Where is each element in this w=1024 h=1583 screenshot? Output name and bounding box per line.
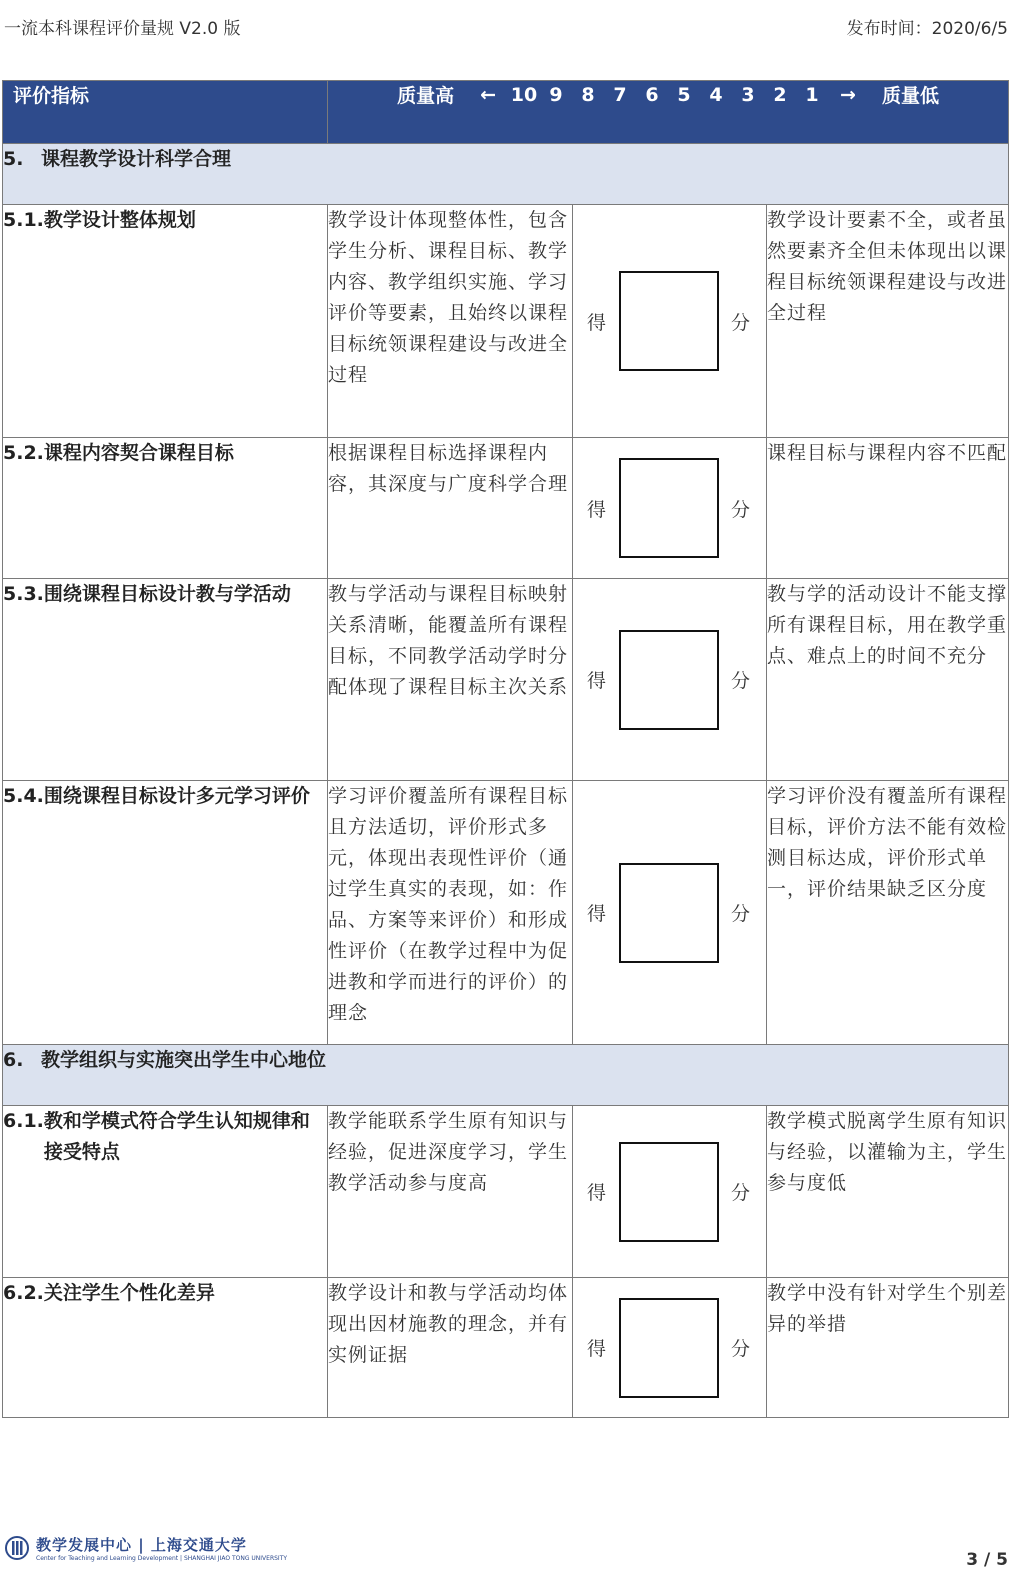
score-input-box[interactable] <box>619 863 719 963</box>
logo-english-text: Center for Teaching and Learning Development | SHANGHAI JIAO TONG UNIVERSITY <box>36 1555 288 1562</box>
section-row <box>3 1045 1009 1106</box>
header-scale <box>328 81 1009 144</box>
low-quality-description: 教与学的活动设计不能支撑所有课程目标，用在教学重点、难点上的时间不充分 <box>767 579 1009 781</box>
low-quality-description: 教学中没有针对学生个别差异的举措 <box>767 1278 1009 1418</box>
indicator-title: 围绕课程目标设计多元学习评价 <box>43 785 310 807</box>
indicator-title: 课程内容契合课程目标 <box>43 442 234 464</box>
table-row <box>3 438 1009 579</box>
indicator-title: 关注学生个性化差异 <box>43 1282 215 1304</box>
indicator-title: 教和学模式符合学生认知规律和接受特点 <box>43 1110 310 1163</box>
score-label-fen: 分 <box>730 311 750 334</box>
indicator-number: 6.2. <box>3 1282 44 1304</box>
indicator-title: 围绕课程目标设计教与学活动 <box>43 583 291 605</box>
left-arrow-icon: ← <box>480 83 497 106</box>
score-label-de: 得 <box>587 670 607 692</box>
score-input-box[interactable] <box>619 1298 719 1398</box>
score-label-de: 得 <box>587 903 607 925</box>
low-quality-description: 教学模式脱离学生原有知识与经验，以灌输为主，学生参与度低 <box>767 1106 1009 1278</box>
scale-value: 5 <box>677 83 691 106</box>
high-quality-description: 根据课程目标选择课程内容，其深度与广度科学合理 <box>328 438 573 579</box>
high-quality-description: 教学设计和教与学活动均体现出因材施教的理念，并有实例证据 <box>328 1278 573 1418</box>
indicator-number: 5.2. <box>3 442 44 464</box>
indicator-number: 5.1. <box>3 209 44 231</box>
publish-date: 发布时间：2020/6/5 <box>846 19 1008 39</box>
section-title: 课程教学设计科学合理 <box>41 148 232 170</box>
document-title: 一流本科课程评价量规 V2.0 版 <box>4 19 241 39</box>
low-quality-description: 学习评价没有覆盖所有课程目标，评价方法不能有效检测目标达成，评价形式单一，评价结果缺乏区分度 <box>767 781 1009 1045</box>
score-input-box[interactable] <box>619 458 719 558</box>
score-label-de: 得 <box>587 498 607 521</box>
section-row <box>3 144 1009 205</box>
indicator-number: 5.3. <box>3 583 44 605</box>
score-label-fen: 分 <box>730 903 750 925</box>
right-arrow-icon: → <box>840 83 856 106</box>
score-input-box[interactable] <box>619 1142 719 1242</box>
indicator-title: 教学设计整体规划 <box>43 209 196 231</box>
footer-logo <box>4 1534 287 1562</box>
quality-high-label: 质量高 <box>397 85 455 107</box>
indicator-number: 5.4. <box>3 785 44 807</box>
header-indicator: 评价指标 <box>3 81 328 144</box>
section-number: 6. <box>3 1049 24 1071</box>
logo-chinese-text: 教学发展中心 | 上海交通大学 <box>36 1536 247 1554</box>
low-quality-description: 课程目标与课程内容不匹配 <box>767 438 1009 579</box>
scale-value: 4 <box>709 83 723 106</box>
score-input-box[interactable] <box>619 630 719 730</box>
scale-value: 10 <box>510 83 538 106</box>
scale-value: 8 <box>581 83 595 106</box>
indicator-number: 6.1. <box>3 1110 44 1132</box>
scale-value: 1 <box>805 83 819 106</box>
table-row <box>3 579 1009 781</box>
table-row <box>3 781 1009 1045</box>
table-row <box>3 1278 1009 1418</box>
high-quality-description: 教学能联系学生原有知识与经验，促进深度学习，学生教学活动参与度高 <box>328 1106 573 1278</box>
table-header <box>3 81 1009 144</box>
scale-value: 6 <box>645 83 659 106</box>
section-number: 5. <box>3 148 24 170</box>
scale-value: 3 <box>741 83 755 106</box>
scale-value: 2 <box>773 83 787 106</box>
ctld-logo-icon <box>4 1535 30 1561</box>
table-row <box>3 1106 1009 1278</box>
table-row <box>3 205 1009 438</box>
score-input-box[interactable] <box>619 271 719 371</box>
score-label-fen: 分 <box>730 1338 750 1360</box>
score-label-fen: 分 <box>730 1182 750 1204</box>
score-label-fen: 分 <box>730 670 750 692</box>
quality-low-label: 质量低 <box>881 85 939 107</box>
high-quality-description: 教与学活动与课程目标映射关系清晰，能覆盖所有课程目标，不同教学活动学时分配体现了课程目标主次关系 <box>328 579 573 781</box>
scale-value: 7 <box>613 83 627 106</box>
score-label-de: 得 <box>587 1182 607 1204</box>
page-number: 3 / 5 <box>966 1550 1008 1570</box>
high-quality-description: 学习评价覆盖所有课程目标且方法适切，评价形式多元，体现出表现性评价（通过学生真实的表现，如：作品、方案等来评价）和形成性评价（在教学过程中为促进教和学而进行的评价）的理念 <box>328 781 573 1045</box>
section-title: 教学组织与实施突出学生中心地位 <box>41 1049 327 1071</box>
rubric-table <box>2 80 1009 1418</box>
score-label-de: 得 <box>587 1338 607 1360</box>
score-label-de: 得 <box>587 311 607 334</box>
score-label-fen: 分 <box>730 498 750 521</box>
low-quality-description: 教学设计要素不全，或者虽然要素齐全但未体现出以课程目标统领课程建设与改进全过程 <box>767 205 1009 438</box>
scale-value: 9 <box>549 83 563 106</box>
high-quality-description: 教学设计体现整体性，包含学生分析、课程目标、教学内容、教学组织实施、学习评价等要素，且始终以课程目标统领课程建设与改进全过程 <box>328 205 573 438</box>
